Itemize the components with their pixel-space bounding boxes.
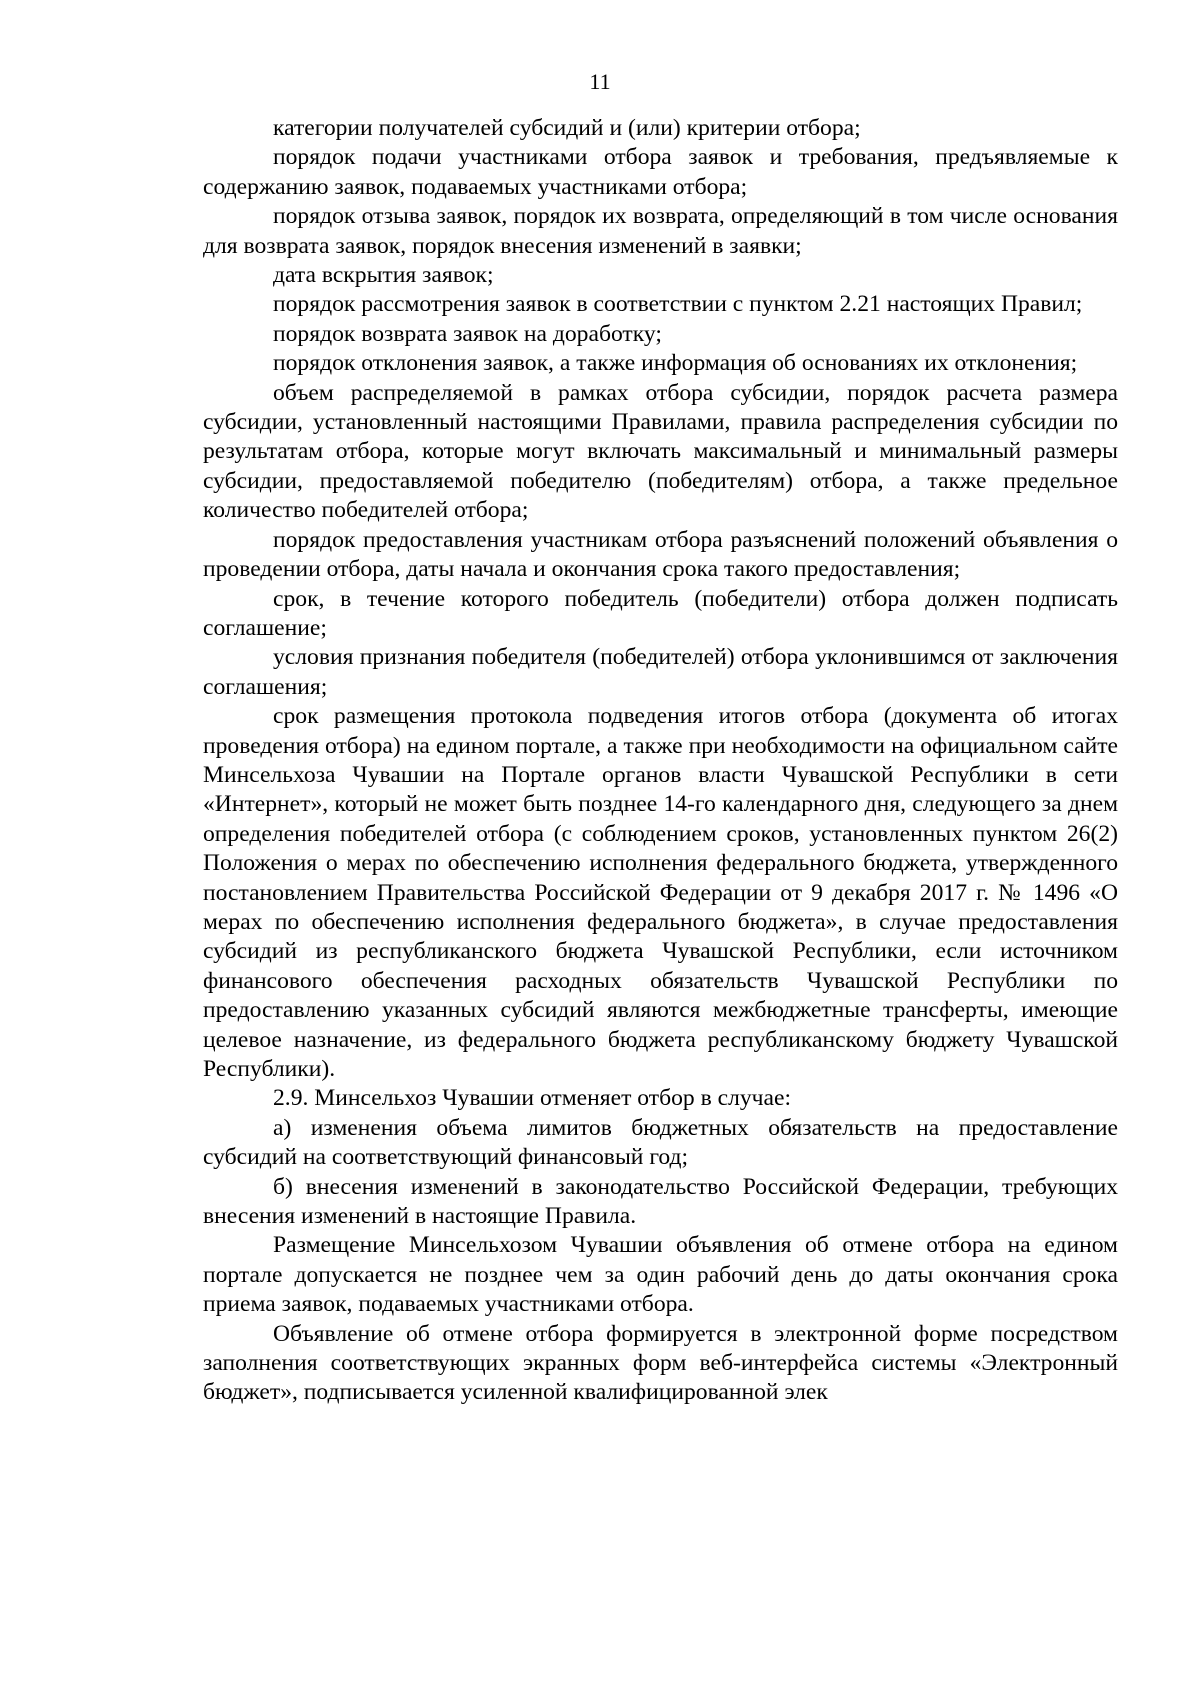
document-body (203, 114, 1118, 1408)
paragraph-cancellation-notice: Размещение Минсельхозом Чувашии объявления об отмене отбора на едином портале допускается не позднее чем за один рабочий день до даты окончания срока приема заявок, подаваемых участниками отбора. (203, 1232, 1118, 1318)
paragraph-protocol-publication: срок размещения протокола подведения итогов отбора (документа об итогах проведения отбора) на едином портале, а также при необходимости на официальном сайте Минсельхоза Чувашии на Портале органов власти Чувашской Республики в сети «Интернет», который не может быть позднее 14-го календарного дня, следующего за днем определения победителей отбора (с соблюдением сроков, установленных пунктом 26(2) Положения о мерах по обеспечению исполнения федерального бюджета, утвержденного постановлением Правительства Российской Федерации от 9 декабря 2017 г. № 1496 «О мерах по обеспечению исполнения федерального бюджета», в случае предоставления субсидий из республиканского бюджета Чувашской Республики, если источником финансового обеспечения расходных обязательств Чувашской Республики по предоставлению указанных субсидий являются межбюджетные трансферты, имеющие целевое назначение, из федерального бюджета республиканскому бюджету Чувашской Республики). (203, 703, 1118, 1082)
paragraph-item-a: а) изменения объема лимитов бюджетных обязательств на предоставление субсидий на соответствующий финансовый год; (203, 1114, 1118, 1171)
paragraph-opening-date: дата вскрытия заявок; (273, 262, 494, 289)
paragraph-recipient-categories: категории получателей субсидий и (или) критерии отбора; (273, 115, 861, 141)
paragraph-submission-procedure: порядок подачи участниками отбора заявок и требования, предъявляемые к содержанию заявок, подаваемых участниками отбора; (203, 144, 1118, 200)
paragraph-signing-deadline: срок, в течение которого победитель (победители) отбора должен подписать соглашение; (203, 585, 1118, 641)
paragraph-item-b: б) внесения изменений в законодательство Российской Федерации, требующих внесения изменений в настоящие Правила. (203, 1173, 1118, 1230)
paragraph-clarifications: порядок предоставления участникам отбора разъяснений положений объявления о проведении отбора, даты начала и окончания срока такого предоставления; (203, 526, 1118, 583)
paragraph-section-2-9: 2.9. Минсельхоз Чувашии отменяет отбор в случае: (273, 1085, 792, 1112)
paragraph-subsidy-volume: объем распределяемой в рамках отбора субсидии, порядок расчета размера субсидии, установленный настоящими Правилами, правила распределения субсидии по результатам отбора, которые могут включать максимальный и минимальный размеры субсидии, предоставляемой победителю (победителям) отбора, а также предельное количество победителей отбора; (203, 379, 1118, 524)
paragraph-rejection-procedure: порядок отклонения заявок, а также информация об основаниях их отклонения; (273, 350, 1078, 377)
paragraph-review-procedure: порядок рассмотрения заявок в соответствии с пунктом 2.21 настоящих Правил; (273, 291, 1083, 318)
paragraph-evasion-conditions: условия признания победителя (победителей) отбора уклонившимся от заключения соглашения; (203, 644, 1118, 700)
page-number: 11 (589, 69, 611, 94)
paragraph-return-for-revision: порядок возврата заявок на доработку; (273, 320, 662, 347)
paragraph-withdrawal-procedure: порядок отзыва заявок, порядок их возврата, определяющий в том числе основания для возврата заявок, порядок внесения изменений в заявки; (203, 203, 1118, 259)
paragraph-electronic-form: Объявление об отмене отбора формируется в электронной форме посредством заполнения соответствующих экранных форм веб-интерфейса системы «Электронный бюджет», подписывается усиленной квалифицированной элек (203, 1320, 1118, 1406)
